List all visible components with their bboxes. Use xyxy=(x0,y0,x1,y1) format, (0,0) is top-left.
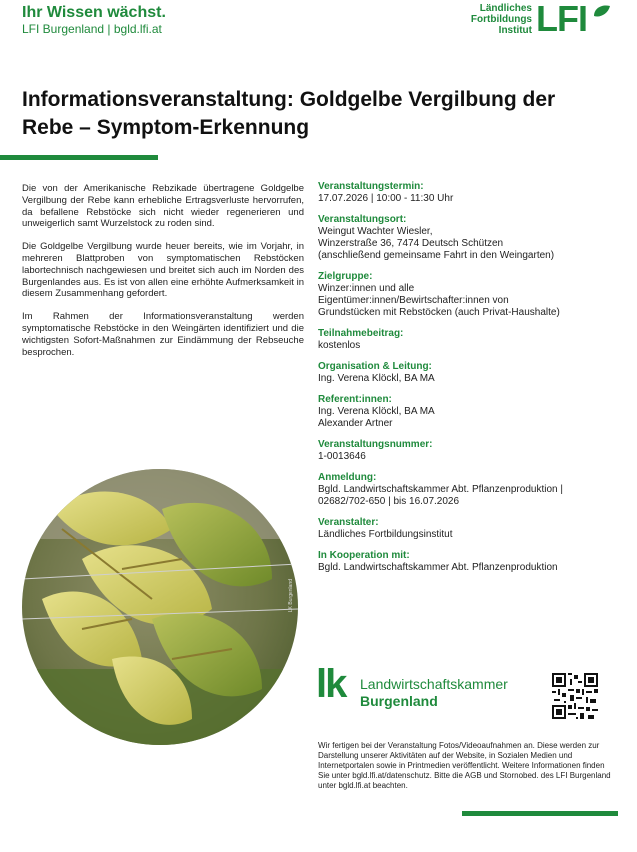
lk-logo-line2: Burgenland xyxy=(360,693,438,709)
detail-cooperation xyxy=(318,550,618,574)
detail-value: Bgld. Landwirtschaftskammer Abt. Pflanzenproduktion | 02682/702-650 | bis 16.07.2026 xyxy=(318,484,563,507)
detail-label: Organisation & Leitung: xyxy=(318,361,432,372)
detail-value: 1-0013646 xyxy=(318,451,366,462)
detail-label: Teilnahmebeitrag: xyxy=(318,328,404,339)
lfi-logo xyxy=(452,2,612,42)
page-title: Informationsveranstaltung: Goldgelbe Vergilbung der Rebe – Symptom-Erkennung xyxy=(22,88,556,139)
detail-label: Anmeldung: xyxy=(318,472,377,483)
detail-value: Ländliches Fortbildungsinstitut xyxy=(318,529,453,540)
detail-value: Winzer:innen und alle Eigentümer:innen/Bewirtschafter:innen von Grundstücken mit Rebstöcken (auch Privat-Haushalte) xyxy=(318,283,560,318)
detail-label: Veranstaltungstermin: xyxy=(318,181,424,192)
title-underline xyxy=(0,155,158,160)
detail-value: Ing. Verena Klöckl, BA MA xyxy=(318,373,435,384)
intro-paragraph: Im Rahmen der Informationsveranstaltung werden symptomatische Rebstöcke in den Weingärten identifiziert und die wichtigsten Sofort-Maßnahmen zur Eindämmung der Rebseuche besprochen. xyxy=(22,311,304,358)
detail-value: 17.07.2026 | 10:00 - 11:30 Uhr xyxy=(318,193,454,204)
header-site: LFI Burgenland | bgld.lfi.at xyxy=(22,22,162,36)
detail-value: Ing. Verena Klöckl, BA MA Alexander Artner xyxy=(318,406,435,429)
detail-fee xyxy=(318,328,618,352)
detail-label: Veranstaltungsnummer: xyxy=(318,439,433,450)
header-slogan: Ihr Wissen wächst. xyxy=(22,4,166,21)
detail-label: Referent:innen: xyxy=(318,394,392,405)
detail-value: Weingut Wachter Wiesler, Winzerstraße 36, 7474 Deutsch Schützen (anschließend gemeinsame Fahrt in den Weingarten) xyxy=(318,226,555,261)
detail-value: Bgld. Landwirtschaftskammer Abt. Pflanzenproduktion xyxy=(318,562,558,573)
detail-label: Veranstaltungsort: xyxy=(318,214,407,225)
detail-label: Zielgruppe: xyxy=(318,271,373,282)
leaf-icon xyxy=(592,4,612,18)
photo-disclaimer: Wir fertigen bei der Veranstaltung Fotos/Videoaufnahmen an. Diese werden zur Darstellung unserer Aktivitäten auf der Website, in Sozialen Medien und Internetportalen sowie in Printmedien veröffentlicht. Weitere Informationen finden Sie unter bgld.lfi.at/datenschutz. Bitte die AGB und Stornobed. des LFI Burgenland unter bgld.lfi.at beachten. xyxy=(318,741,611,790)
qr-code-icon[interactable] xyxy=(552,673,598,719)
lfi-logo-line: Institut xyxy=(498,25,532,36)
detail-speakers xyxy=(318,394,618,430)
detail-organizer xyxy=(318,517,618,541)
lfi-logo-line: Fortbildungs xyxy=(470,14,532,25)
intro-text xyxy=(22,183,304,369)
lk-logo xyxy=(316,662,516,710)
lfi-logo-line: Ländliches xyxy=(479,3,532,14)
detail-registration xyxy=(318,472,618,508)
detail-audience xyxy=(318,271,618,319)
intro-paragraph: Die von der Amerikanische Rebzikade übertragene Goldgelbe Vergilbung der Rebe kann erhebliche Ertragsverluste hervorrufen, da befallene Rebstöcke sich nicht wieder regenerieren und unweigerlich samt Wurzelstock zu roden sind. xyxy=(22,183,304,230)
vine-leaf-photo xyxy=(22,469,298,745)
detail-event-number xyxy=(318,439,618,463)
detail-location xyxy=(318,214,618,262)
intro-paragraph: Die Goldgelbe Vergilbung wurde heuer bereits, wie im Vorjahr, in mehreren Blattproben von symptomatischen Rebstöcken labortechnisch nachgewiesen und breitet sich auch im Norden des Burgenlandes aus. Es ist von allen eine erhöhte Aufmerksamkeit in diesem Zusammenhang gefordert. xyxy=(22,241,304,300)
detail-label: In Kooperation mit: xyxy=(318,550,410,561)
footer-bar xyxy=(462,811,618,816)
lk-logo-line1: Landwirtschaftskammer xyxy=(360,676,508,692)
detail-value: kostenlos xyxy=(318,340,361,351)
photo-credit: LK Burgenland xyxy=(288,579,294,613)
lfi-logo-text xyxy=(452,3,532,36)
lfi-logo-mark: LFI xyxy=(536,0,587,39)
event-details xyxy=(318,181,618,583)
detail-organisation xyxy=(318,361,618,385)
detail-label: Veranstalter: xyxy=(318,517,379,528)
lk-logo-mark: lk xyxy=(316,662,346,706)
detail-date xyxy=(318,181,618,205)
